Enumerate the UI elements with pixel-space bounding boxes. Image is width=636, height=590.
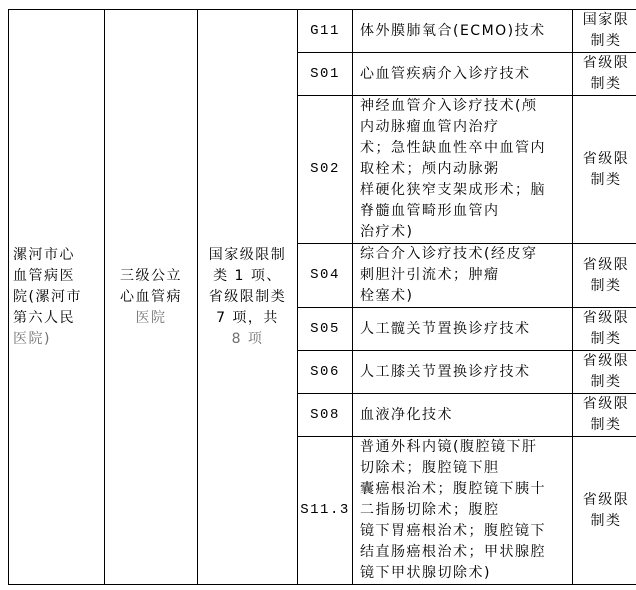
tech-name [353,10,573,53]
tech-code: S06 [298,351,353,394]
restriction-type-line: 制类 [590,33,622,49]
tech-name-line: 脊髓血管畸形血管内 [360,203,500,219]
restriction-type-line: 省级限 [582,353,630,369]
tech-code: S01 [298,53,353,96]
tech-name-line: 囊癌根治术；腹腔镜下胰十 [360,481,546,497]
tech-name [353,96,573,244]
restriction-type-line: 制类 [590,277,622,294]
restriction-type-line: 制类 [590,512,622,529]
tech-name-line: 结直肠癌根治术；甲状腺腔 [360,544,546,560]
tech-name-line: 综合介入诊疗技术(经皮穿 [360,246,538,262]
tech-name-line: 血液净化技术 [360,406,453,423]
tech-name-line: 取栓术；颅内动脉粥 [360,161,500,177]
tech-code: G11 [298,10,353,53]
hospital-name-cell [9,10,105,585]
restriction-type [573,244,636,308]
tech-code: S04 [298,244,353,308]
tech-code: S08 [298,394,353,437]
tech-name-line: 人工髋关节置换诊疗技术 [360,320,531,337]
tech-name-line: 治疗术) [360,224,414,240]
hospital-name-line: 第六人民 [13,309,75,326]
tech-name-line: 切除术；腹腔镜下胆 [360,460,500,476]
restriction-type-line: 省级限 [582,396,630,412]
tech-name [353,308,573,351]
restricted-technology-table [8,9,636,585]
tech-name-line: 镜下胃癌根治术；腹腔镜下 [360,523,546,539]
restriction-type-line: 省级限 [582,55,630,71]
hospital-name-line: 医院) [13,330,51,347]
tech-name [353,437,573,585]
restriction-type [573,394,636,437]
restriction-type-line: 省级限 [582,150,630,167]
restriction-type-line: 国家限 [582,12,630,28]
tech-code: S11.3 [298,437,353,585]
tech-name-line: 人工膝关节置换诊疗技术 [360,363,531,380]
hospital-name-line: 漯河市心 [13,246,75,263]
tech-name [353,244,573,308]
tech-code: S05 [298,308,353,351]
hospital-level-line: 医院 [135,309,167,326]
restriction-type [573,96,636,244]
hospital-name-line: 血管病医 [13,267,75,284]
restriction-type-line: 省级限 [582,491,630,508]
summary-line: 国家级限制 [208,246,287,263]
restriction-type-line: 制类 [590,374,622,390]
restriction-type [573,351,636,394]
tech-name-line: 内动脉瘤血管内治疗 [360,119,500,135]
hospital-name-line: 院(漯河市 [13,288,82,305]
tech-name-line: 栓塞术) [360,288,414,304]
summary-line: 类 1 项、 [213,267,282,284]
restriction-type [573,53,636,96]
tech-name-line: 刺胆汁引流术；肿瘤 [360,267,500,283]
restriction-type-line: 省级限 [582,310,630,326]
hospital-level-cell [105,10,198,585]
summary-cell [198,10,298,585]
tech-name-line: 心血管疾病介入诊疗技术 [360,65,531,82]
restriction-type [573,10,636,53]
tech-name-line: 镜下甲状腺切除术) [360,565,491,581]
hospital-level-line: 心血管病 [120,288,182,305]
summary-line: 8 项 [231,330,264,347]
tech-name [353,53,573,96]
summary-line: 省级限制类 [208,288,287,305]
restriction-type-line: 省级限 [582,256,630,273]
restriction-type-line: 制类 [590,171,622,188]
tech-name-line: 普通外科内镜(腹腔镜下肝 [360,439,538,455]
tech-name-line: 神经血管介入诊疗技术(颅 [360,98,538,114]
table-row [9,10,636,53]
hospital-level-line: 三级公立 [120,267,182,284]
restriction-type-line: 制类 [590,331,622,347]
tech-name-line: 术；急性缺血性卒中血管内 [360,140,546,156]
tech-name-line: 体外膜肺氧合(ECMO)技术 [360,22,546,39]
restriction-type [573,308,636,351]
summary-line: 7 项，共 [216,309,279,326]
tech-name [353,351,573,394]
tech-name-line: 二指肠切除术；腹腔 [360,502,500,518]
tech-name-line: 样硬化狭窄支架成形术；脑 [360,182,546,198]
restriction-type [573,437,636,585]
tech-code: S02 [298,96,353,244]
restriction-type-line: 制类 [590,76,622,92]
restriction-type-line: 制类 [590,417,622,433]
tech-name [353,394,573,437]
